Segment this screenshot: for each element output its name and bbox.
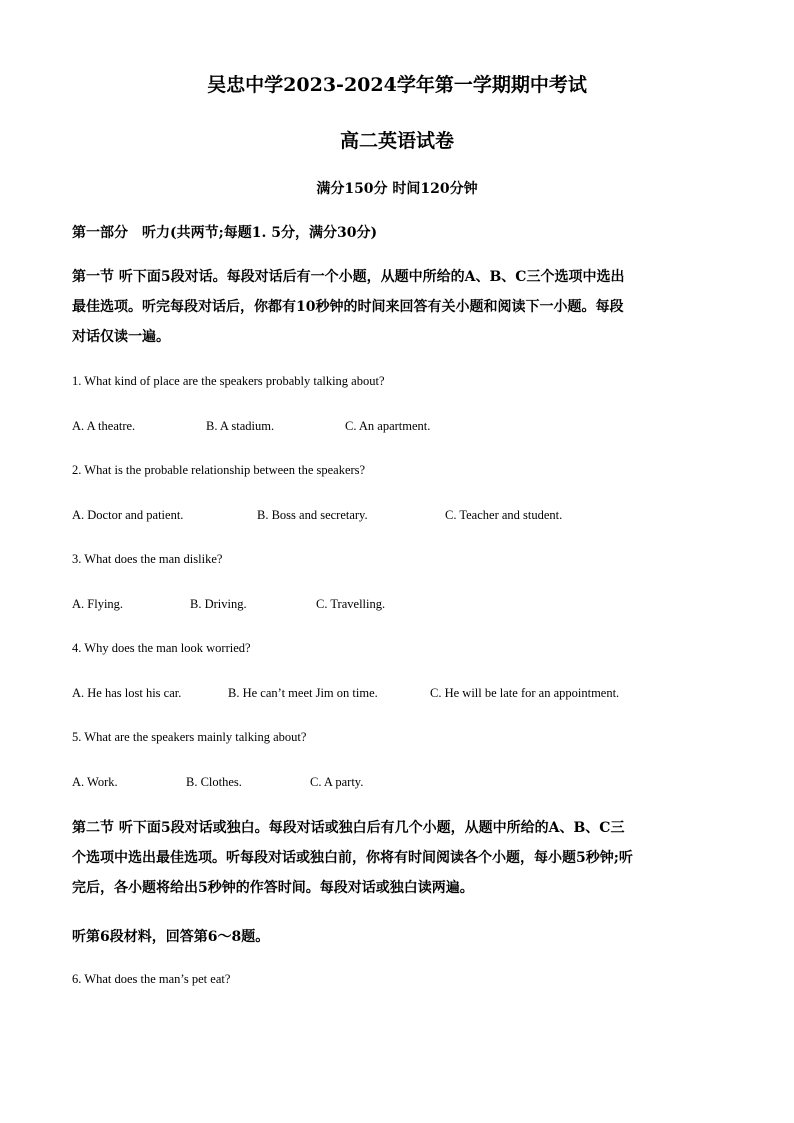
section2-instructions (72, 813, 633, 903)
question-3: 3. What does the man dislike? (72, 552, 223, 566)
q3-option-c: C. Travelling. (316, 597, 386, 611)
section1-instructions (72, 262, 624, 352)
q1-option-a: A. A theatre. (72, 419, 136, 433)
q4-option-a: A. He has lost his car. (72, 686, 182, 700)
exam-title: 吴忠中学2023-2024学年第一学期期中考试 (207, 74, 587, 96)
section1-line: 对话仅读一遍。 (72, 329, 170, 345)
exam-subtitle: 高二英语试卷 (339, 130, 454, 152)
q2-option-a: A. Doctor and patient. (72, 508, 184, 522)
q3-option-a: A. Flying. (72, 597, 124, 611)
question-6: 6. What does the man’s pet eat? (72, 972, 231, 986)
q5-option-a: A. Work. (72, 775, 118, 789)
q1-option-c: C. An apartment. (345, 419, 431, 433)
section2-line: 个选项中选出最佳选项。听每段对话或独白前，你将有时间阅读各个小题，每小题5秒钟;听 (72, 850, 633, 866)
question-1: 1. What kind of place are the speakers probably talking about? (72, 374, 385, 388)
q2-option-b: B. Boss and secretary. (257, 508, 368, 522)
q1-option-b: B. A stadium. (206, 419, 275, 433)
exam-info: 满分150分 时间120分钟 (316, 181, 478, 197)
part1-heading: 第一部分 听力(共两节;每题1. 5分，满分30分) (72, 225, 378, 241)
q4-option-b: B. He can’t meet Jim on time. (228, 686, 378, 700)
question-4: 4. Why does the man look worried? (72, 641, 251, 655)
section1-line: 最佳选项。听完每段对话后，你都有10秒钟的时间来回答有关小题和阅读下一小题。每段 (72, 299, 624, 315)
q5-option-b: B. Clothes. (186, 775, 242, 789)
q2-option-c: C. Teacher and student. (445, 508, 563, 522)
q5-option-c: C. A party. (310, 775, 364, 789)
question-2: 2. What is the probable relationship between the speakers? (72, 463, 366, 477)
section1-line: 第一节 听下面5段对话。每段对话后有一个小题，从题中所给的A、B、C三个选项中选出 (72, 269, 625, 285)
question-5: 5. What are the speakers mainly talking about? (72, 730, 307, 744)
material-6-instruction: 听第6段材料，回答第6～8题。 (72, 929, 270, 945)
section2-line: 第二节 听下面5段对话或独白。每段对话或独白后有几个小题，从题中所给的A、B、C三 (72, 820, 625, 836)
q4-option-c: C. He will be late for an appointment. (430, 686, 620, 700)
q3-option-b: B. Driving. (190, 597, 247, 611)
section2-line: 完后，各小题将给出5秒钟的作答时间。每段对话或独白读两遍。 (72, 880, 474, 896)
